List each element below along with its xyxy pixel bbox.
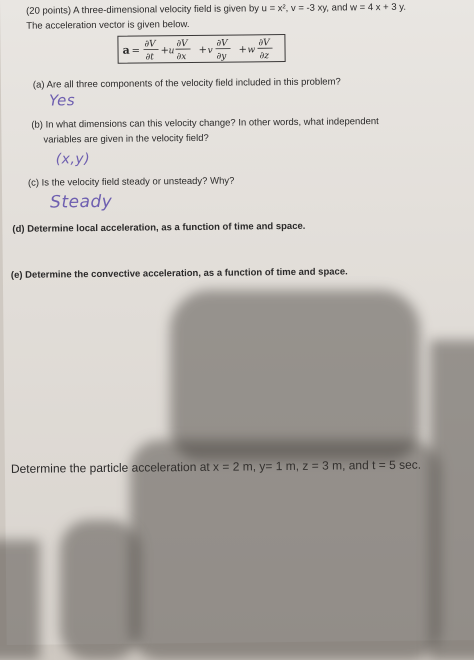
question-c <box>28 176 235 189</box>
question-d-text: Determine local acceleration, as a function of time and space. <box>27 221 305 235</box>
question-d <box>12 221 305 235</box>
problem-header: (20 points) A three-dimensional velocity field is given by u = x², v = -3 xy, and w = 4 x + 3 y. <box>26 2 406 17</box>
term-1-num: ∂V <box>144 39 157 49</box>
question-a-label: (a) <box>33 80 45 91</box>
term-3-coef: v <box>207 46 212 56</box>
term-4-den: ∂z <box>260 51 270 61</box>
question-d-label: (d) <box>12 224 24 235</box>
plus-2: + <box>198 45 207 56</box>
acceleration-equation <box>117 34 285 64</box>
hand-shadow-body <box>130 440 440 660</box>
question-b <box>31 116 379 131</box>
equation-eq: = <box>131 46 140 57</box>
question-b-line2: variables are given in the velocity field? <box>43 133 208 146</box>
question-a-text: Are all three components of the velocity field included in this problem? <box>47 76 341 90</box>
question-c-text: Is the velocity field steady or unsteady? Why? <box>42 176 235 189</box>
question-e <box>11 266 348 281</box>
question-e-text: Determine the convective acceleration, as a function of time and space. <box>25 266 348 280</box>
equation-lhs: a <box>122 44 129 57</box>
term-4-num: ∂V <box>258 38 271 48</box>
term-2-coef: u <box>168 46 174 56</box>
question-e-label: (e) <box>11 270 23 281</box>
term-3-den: ∂y <box>217 52 228 62</box>
final-prompt: Determine the particle acceleration at x = 2 m, y= 1 m, z = 3 m, and t = 5 sec. <box>11 458 421 476</box>
term-2-num: ∂V <box>176 39 189 49</box>
question-a <box>33 76 341 90</box>
term-3-num: ∂V <box>216 39 229 49</box>
plus-3: + <box>238 44 247 55</box>
answer-c-handwritten: Steady <box>50 192 112 213</box>
answer-b-handwritten: (x,y) <box>56 151 91 167</box>
term-2-den: ∂x <box>177 52 187 62</box>
plus-1: + <box>160 45 169 56</box>
edge-shadow-left <box>0 540 40 660</box>
answer-a-handwritten: Yes <box>49 91 75 109</box>
question-b-label: (b) <box>31 120 43 131</box>
hand-shadow-head <box>170 290 420 460</box>
problem-subheader: The acceleration vector is given below. <box>26 19 189 32</box>
question-b-text: In what dimensions can this velocity change? In other words, what independent <box>46 116 379 130</box>
term-1-den: ∂t <box>146 52 155 62</box>
edge-shadow-right <box>430 340 474 660</box>
term-4-coef: w <box>247 45 255 55</box>
hand-shadow-finger <box>60 520 140 660</box>
question-c-label: (c) <box>28 178 39 189</box>
